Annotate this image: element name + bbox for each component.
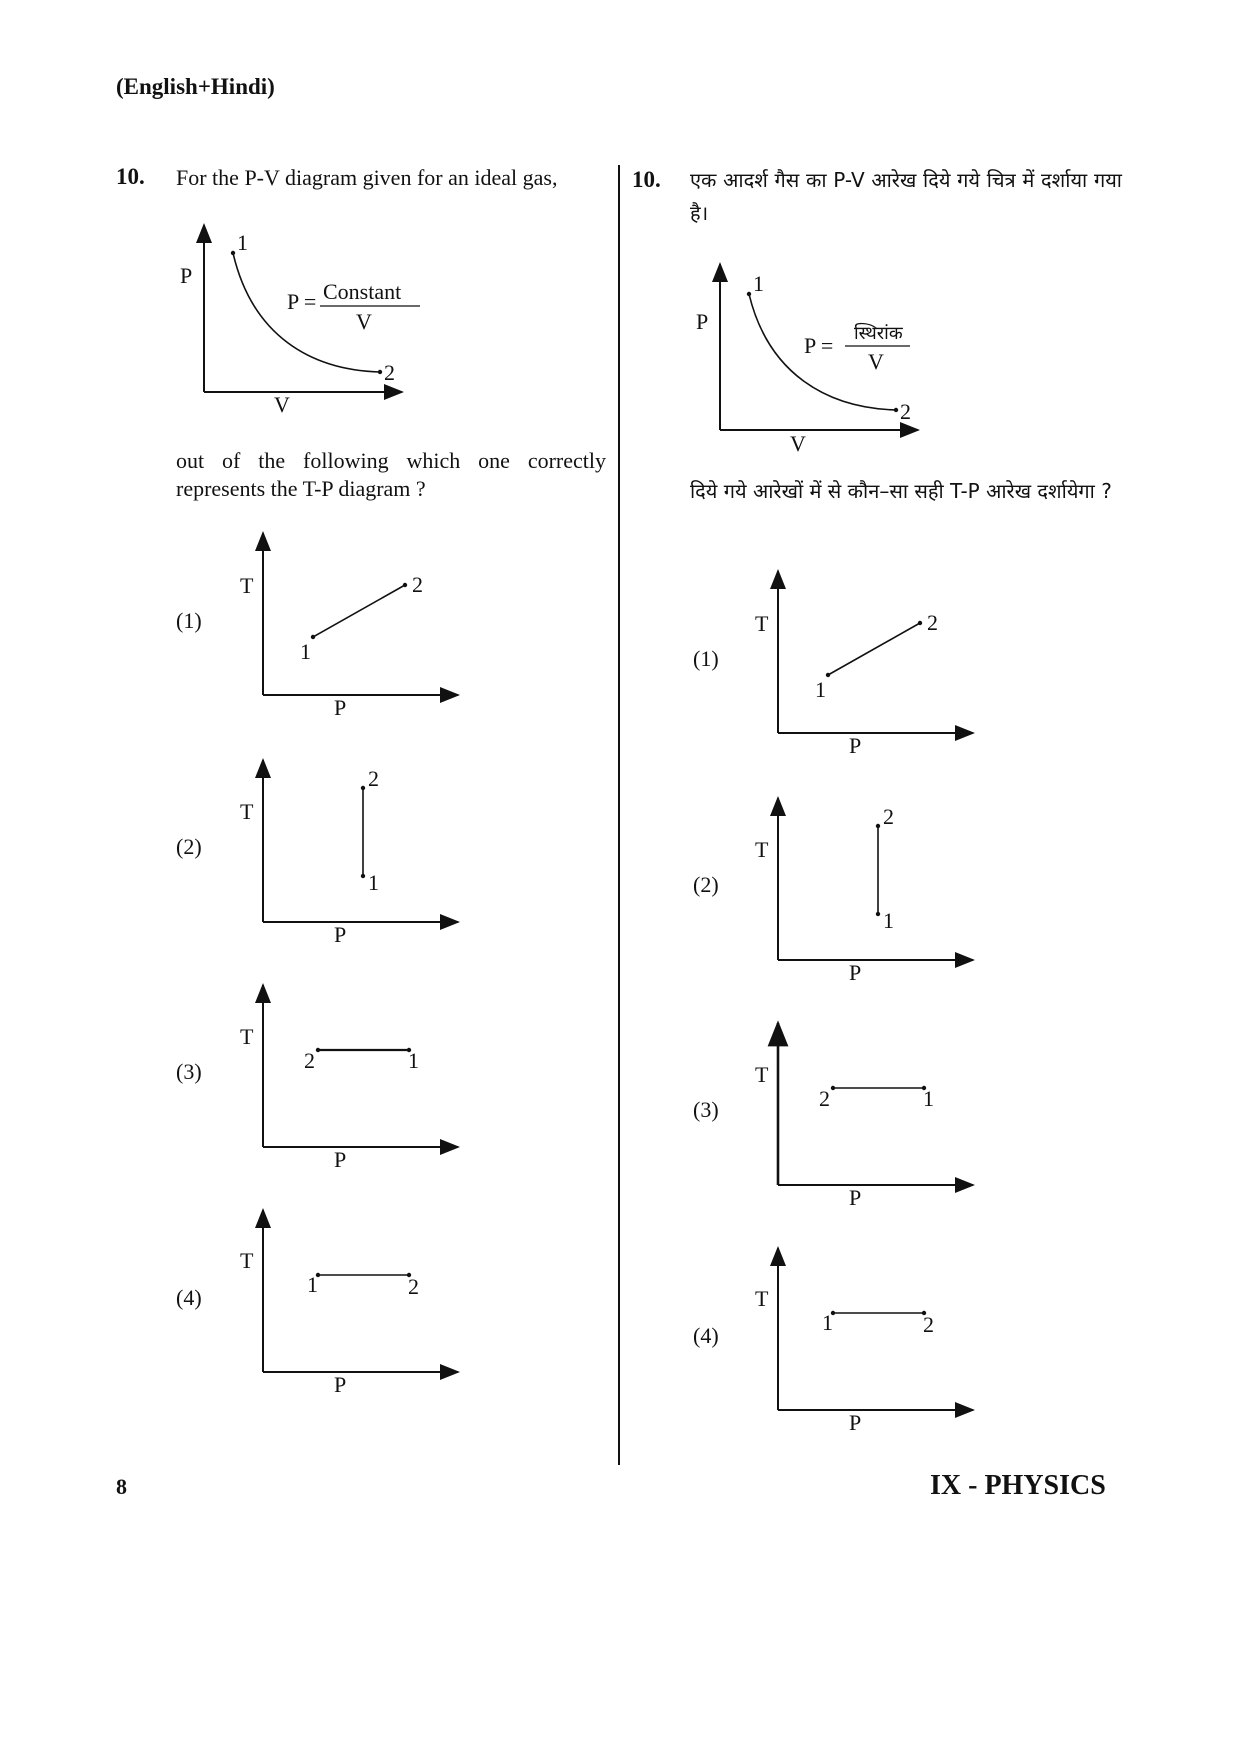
hindi-option-2-label: (2) xyxy=(693,872,719,897)
hindi-opt2-point-a: 1 xyxy=(883,908,894,933)
english-option-3-label: (3) xyxy=(176,1059,202,1084)
pv-point-2: 2 xyxy=(384,360,395,385)
pv-formula-denominator: V xyxy=(356,309,372,334)
hindi-pv-formula-lhs: P = xyxy=(804,333,834,358)
english-option-3-graph xyxy=(230,977,470,1177)
opt2-x-label: P xyxy=(334,922,347,947)
hindi-pv-formula-denominator: V xyxy=(868,349,884,374)
opt1-y-label: T xyxy=(240,573,254,598)
opt1-line xyxy=(313,585,405,637)
hindi-opt1-x-label: P xyxy=(849,733,862,758)
hindi-opt2-point-b: 2 xyxy=(883,804,894,829)
opt1-x-label: P xyxy=(334,695,347,720)
english-question-number: 10. xyxy=(116,164,145,189)
opt3-point-a: 2 xyxy=(304,1048,315,1073)
opt4-y-label: T xyxy=(240,1248,254,1273)
pv-formula-lhs: P = xyxy=(287,289,317,314)
hindi-pv-point-2: 2 xyxy=(900,399,911,424)
english-option-4-label: (4) xyxy=(176,1285,202,1310)
hindi-option-4-graph xyxy=(745,1240,985,1440)
column-divider xyxy=(618,165,620,1465)
english-option-2-label: (2) xyxy=(176,834,202,859)
hindi-option-1-graph xyxy=(745,563,985,763)
english-pv-diagram xyxy=(170,215,440,415)
english-option-2-graph xyxy=(230,752,470,952)
opt1-point-b: 2 xyxy=(412,572,423,597)
hindi-pv-point-1: 1 xyxy=(753,271,764,296)
opt3-y-label: T xyxy=(240,1024,254,1049)
hindi-question-line1: एक आदर्श गैस का P-V आरेख दिये गये चित्र में दर्शाया गया है। xyxy=(690,168,1122,225)
hindi-option-3-label: (3) xyxy=(693,1097,719,1122)
english-option-1-graph xyxy=(230,525,470,725)
header-language: (English+Hindi) xyxy=(116,74,275,99)
subject-title: IX - PHYSICS xyxy=(930,1470,1106,1501)
opt3-x-label: P xyxy=(334,1147,347,1172)
hindi-opt3-point-a: 2 xyxy=(819,1086,830,1111)
hindi-opt4-point-b: 2 xyxy=(923,1312,934,1337)
hindi-opt4-x-label: P xyxy=(849,1410,862,1435)
hindi-pv-x-label: V xyxy=(790,431,806,456)
hindi-opt3-x-label: P xyxy=(849,1185,862,1210)
opt3-point-b: 1 xyxy=(408,1048,419,1073)
opt2-point-a: 1 xyxy=(368,870,379,895)
hindi-opt1-point-b: 2 xyxy=(927,610,938,635)
pv-x-label: V xyxy=(274,392,290,415)
english-question-line2: out of the following which one correctly represents the T-P diagram ? xyxy=(176,448,606,501)
pv-y-label: P xyxy=(180,263,193,288)
english-option-1-label: (1) xyxy=(176,608,202,633)
hindi-option-3-graph xyxy=(745,1015,985,1215)
pv-formula-numerator: Constant xyxy=(323,279,402,304)
english-question-line1: For the P-V diagram given for an ideal gas, xyxy=(176,165,558,190)
hindi-pv-formula-numerator: स्थिरांक xyxy=(854,323,903,344)
hindi-opt1-y-label: T xyxy=(755,611,769,636)
opt4-x-label: P xyxy=(334,1372,347,1397)
page-number: 8 xyxy=(116,1474,127,1499)
hindi-pv-y-label: P xyxy=(696,309,709,334)
english-option-4-graph xyxy=(230,1202,470,1402)
hindi-opt4-y-label: T xyxy=(755,1286,769,1311)
hindi-opt3-y-label: T xyxy=(755,1062,769,1087)
hindi-opt2-y-label: T xyxy=(755,837,769,862)
hindi-opt2-x-label: P xyxy=(849,960,862,985)
opt4-point-a: 1 xyxy=(307,1272,318,1297)
hindi-question-number: 10. xyxy=(632,167,661,192)
hindi-option-2-graph xyxy=(745,790,985,990)
hindi-option-1-label: (1) xyxy=(693,646,719,671)
hindi-opt4-point-a: 1 xyxy=(822,1310,833,1335)
opt2-point-b: 2 xyxy=(368,766,379,791)
hindi-option-4-label: (4) xyxy=(693,1323,719,1348)
hindi-opt3-point-b: 1 xyxy=(923,1086,934,1111)
opt2-y-label: T xyxy=(240,799,254,824)
opt4-point-b: 2 xyxy=(408,1274,419,1299)
hindi-pv-diagram xyxy=(688,258,958,458)
pv-point-1: 1 xyxy=(237,230,248,255)
hindi-opt1-point-a: 1 xyxy=(815,677,826,702)
hindi-question-line2: दिये गये आरेखों में से कौन–सा सही T-P आरेख दर्शायेगा ? xyxy=(690,479,1112,503)
opt1-point-a: 1 xyxy=(300,639,311,664)
